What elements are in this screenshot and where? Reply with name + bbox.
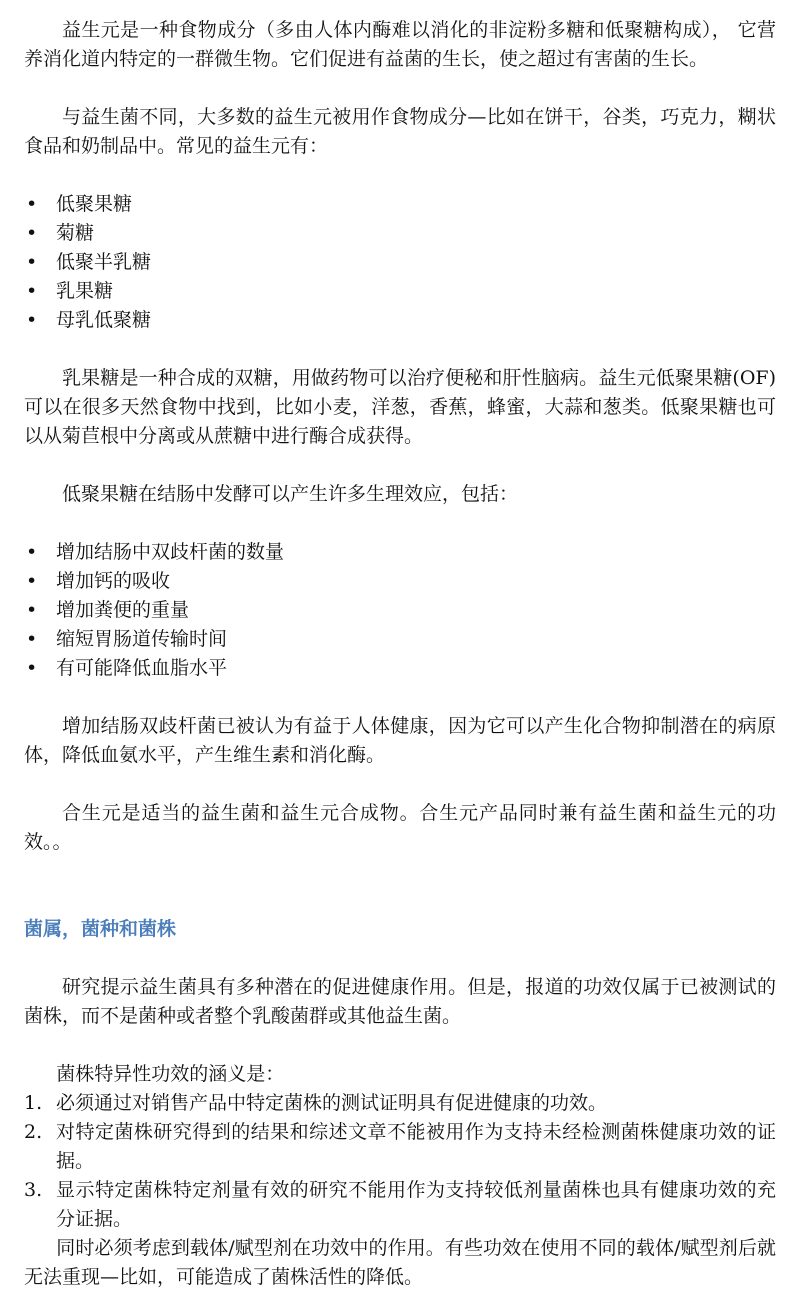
list-number: 2. bbox=[24, 1121, 43, 1143]
bullet-icon: • bbox=[26, 628, 38, 650]
paragraph-prebiotic-definition: 益生元是一种食物成分（多由人体内酶难以消化的非淀粉多糖和低聚糖构成）， 它营养消化道内特定的一群微生物。它们促进有益菌的生长，使之超过有害菌的生长。 bbox=[24, 19, 776, 70]
bullet-icon: • bbox=[26, 657, 38, 679]
effects-list bbox=[24, 538, 776, 683]
strain-points-list bbox=[24, 1089, 776, 1234]
paragraph-synbiotics: 合生元是适当的益生菌和益生元合成物。合生元产品同时兼有益生菌和益生元的功效。。 bbox=[24, 802, 776, 853]
paragraph-carrier-role: 同时必须考虑到载体/赋型剂在功效中的作用。有些功效在使用不同的载体/赋型剂后就无法重现—比如，可能造成了菌株活性的降低。 bbox=[24, 1237, 776, 1288]
list-item: • 缩短胃肠道传输时间 bbox=[24, 625, 776, 654]
paragraph-strain-specificity: 菌株特异性功效的涵义是： bbox=[56, 1063, 285, 1085]
list-item: • 增加粪便的重量 bbox=[24, 596, 776, 625]
section-title: 菌属，菌种和菌株 bbox=[24, 918, 177, 940]
list-item: • 低聚果糖 bbox=[24, 190, 776, 219]
list-item: 3. 显示特定菌株特定剂量有效的研究不能用作为支持较低剂量菌株也具有健康功效的充分证据。 bbox=[24, 1176, 776, 1234]
list-item: • 增加结肠中双歧杆菌的数量 bbox=[24, 538, 776, 567]
bullet-icon: • bbox=[26, 193, 38, 215]
paragraph-bifidobacteria: 增加结肠双歧杆菌已被认为有益于人体健康，因为它可以产生化合物抑制潜在的病原体，降低血氨水平，产生维生素和消化酶。 bbox=[24, 715, 776, 766]
bullet-icon: • bbox=[26, 280, 38, 302]
prebiotics-list bbox=[24, 190, 776, 335]
list-item: • 母乳低聚糖 bbox=[24, 306, 776, 335]
list-number: 1. bbox=[24, 1092, 43, 1114]
list-item: • 低聚半乳糖 bbox=[24, 248, 776, 277]
bullet-icon: • bbox=[26, 251, 38, 273]
list-number: 3. bbox=[24, 1179, 43, 1201]
list-item: • 乳果糖 bbox=[24, 277, 776, 306]
list-item: • 有可能降低血脂水平 bbox=[24, 654, 776, 683]
list-item: 1. 必须通过对销售产品中特定菌株的测试证明具有促进健康的功效。 bbox=[24, 1089, 776, 1118]
paragraph-lactulose: 乳果糖是一种合成的双糖，用做药物可以治疗便秘和肝性脑病。益生元低聚果糖(OF)可以在很多天然食物中找到，比如小麦，洋葱，香蕉，蜂蜜，大蒜和葱类。低聚果糖也可以从菊苣根中分离或从蔗糖中进行酶合成获得。 bbox=[24, 367, 776, 447]
bullet-icon: • bbox=[26, 570, 38, 592]
paragraph-strain-research: 研究提示益生菌具有多种潜在的促进健康作用。但是，报道的功效仅属于已被测试的菌株，而不是菌种或者整个乳酸菌群或其他益生菌。 bbox=[24, 976, 776, 1027]
bullet-icon: • bbox=[26, 222, 38, 244]
bullet-icon: • bbox=[26, 599, 38, 621]
list-item: • 菊糖 bbox=[24, 219, 776, 248]
list-item: 2. 对特定菌株研究得到的结果和综述文章不能被用作为支持未经检测菌株健康功效的证据。 bbox=[24, 1118, 776, 1176]
paragraph-fermentation: 低聚果糖在结肠中发酵可以产生许多生理效应，包括： bbox=[62, 483, 519, 505]
bullet-icon: • bbox=[26, 541, 38, 563]
paragraph-prebiotic-uses: 与益生菌不同，大多数的益生元被用作食物成分—比如在饼干，谷类，巧克力，糊状食品和奶制品中。常见的益生元有： bbox=[24, 106, 776, 157]
bullet-icon: • bbox=[26, 309, 38, 331]
list-item: • 增加钙的吸收 bbox=[24, 567, 776, 596]
